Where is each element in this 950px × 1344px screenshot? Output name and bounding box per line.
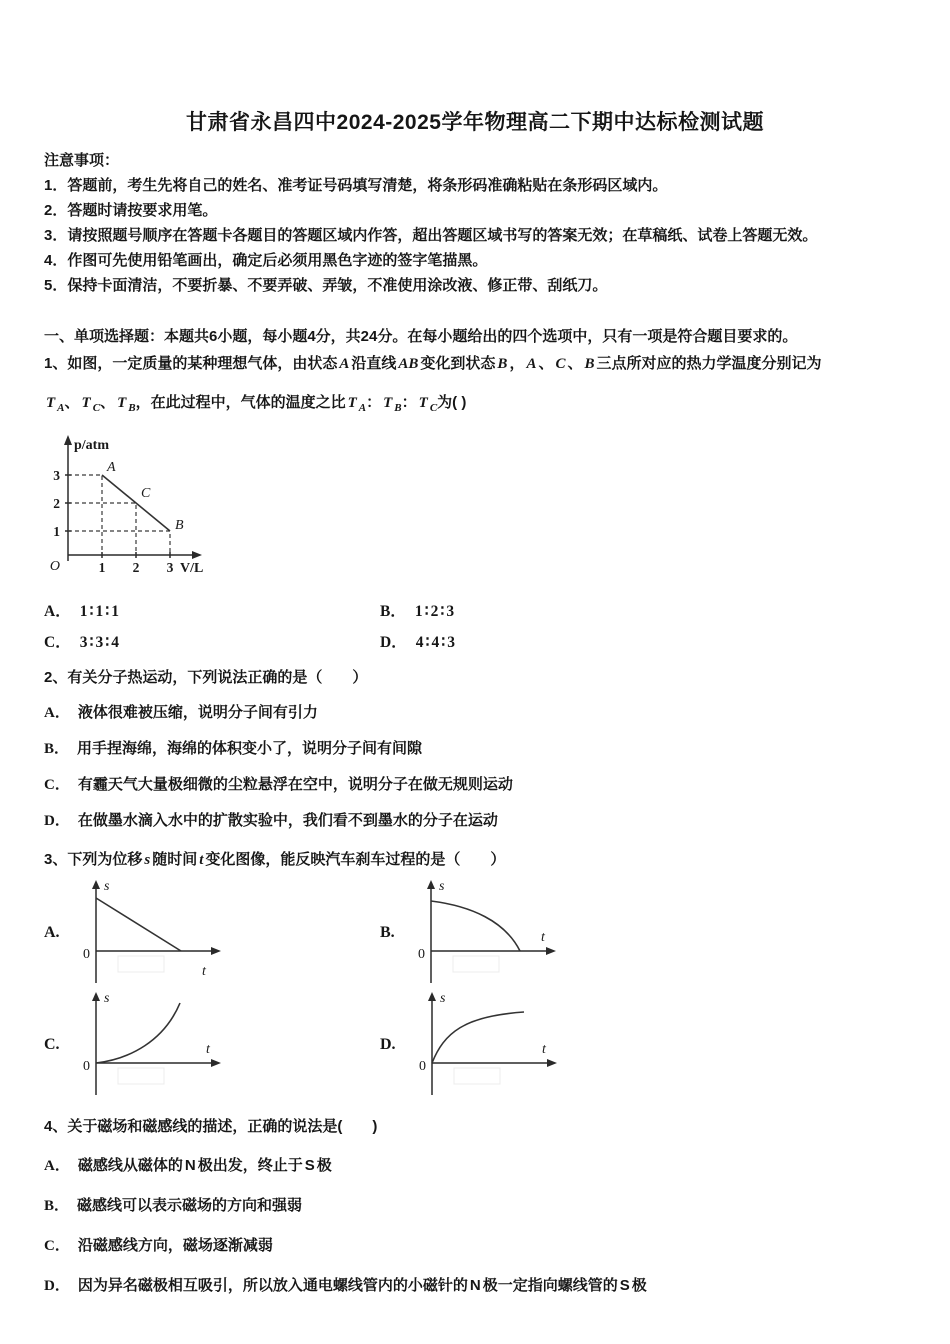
- notice-item-1: 1．答题前，考生先将自己的姓名、准考证号码填写清楚，将条形码准确粘贴在条形码区域内。: [44, 177, 668, 194]
- s-axis-label: s: [439, 991, 446, 1006]
- t-axis-label: t: [540, 930, 545, 945]
- v-tick-1: 1: [98, 560, 106, 575]
- watermark-box: [454, 1068, 500, 1084]
- p-tick-1: 1: [53, 524, 60, 539]
- q2-option-b: B． 用手捏海绵，海绵的体积变小了，说明分子间有间隙: [44, 740, 423, 757]
- st-curve-c: [96, 1003, 180, 1063]
- pv-diagram-svg: [30, 433, 220, 583]
- page-title: 甘肃省永昌四中2024-2025学年物理高二下期中达标检测试题: [186, 111, 764, 134]
- point-B-label: B: [175, 518, 184, 533]
- q4-option-d: D． 因为异名磁极相互吸引，所以放入通电螺线管内的小磁针的 N 极一定指向螺线管的 S 极: [44, 1277, 647, 1294]
- question-1-text-line1: 1、如图，一定质量的某种理想气体，由状态 A 沿直线 AB 变化到状态 B ， A 、 C 、 B 三点所对应的热力学温度分别记为: [44, 355, 822, 372]
- watermark-box: [118, 1068, 164, 1084]
- s-pole-label: S: [619, 1277, 630, 1294]
- st-graph-d: [380, 989, 906, 1101]
- st-graph-a-svg: [66, 877, 256, 989]
- st-graph-b-svg: [401, 877, 591, 989]
- q4-option-c: C． 沿磁感线方向，磁场逐渐减弱: [44, 1237, 273, 1254]
- notice-item-2: 2．答题时请按要求用笔。: [44, 202, 218, 219]
- n-pole-label: N: [469, 1277, 481, 1294]
- st-curve-b: [431, 901, 520, 951]
- s-pole-label: S: [304, 1157, 315, 1174]
- st-graph-d-svg: [402, 989, 592, 1101]
- question-4-text: 4、关于磁场和磁感线的描述，正确的说法是( ): [44, 1118, 378, 1135]
- s-axis-label: s: [103, 879, 110, 894]
- s-axis-label: s: [103, 991, 110, 1006]
- pv-diagram: [30, 433, 906, 583]
- st-graph-a: [44, 877, 380, 989]
- st-graph-b-label: B.: [380, 924, 395, 941]
- notice-heading: 注意事项：: [44, 152, 120, 169]
- q1-option-c: C． 3∶3∶4: [44, 634, 122, 651]
- st-graph-b: [380, 877, 906, 989]
- st-curve-a: [96, 898, 181, 951]
- q4-option-b: B． 磁感线可以表示磁场的方向和强弱: [44, 1197, 303, 1214]
- watermark-box: [118, 956, 164, 972]
- q4-option-a: A． 磁感线从磁体的 N 极出发，终止于 S 极: [44, 1157, 332, 1174]
- q2-option-a: A． 液体很难被压缩，说明分子间有引力: [44, 704, 318, 721]
- st-graph-c-label: C.: [44, 1036, 60, 1053]
- watermark-box: [453, 956, 499, 972]
- t-axis-label: t: [201, 964, 206, 979]
- section-1-heading: 一、单项选择题：本题共6小题，每小题4分，共24分。在每小题给出的四个选项中，只有一项是符合题目要求的。: [44, 328, 798, 345]
- notice-item-4: 4．作图可先使用铅笔画出，确定后必须用黑色字迹的签字笔描黑。: [44, 252, 488, 269]
- n-pole-label: N: [184, 1157, 196, 1174]
- y-axis-arrow-icon: [64, 435, 72, 445]
- st-graph-d-label: D.: [380, 1036, 396, 1053]
- st-graph-c: [44, 989, 380, 1101]
- origin-label: O: [49, 559, 60, 574]
- t-axis-label: t: [541, 1042, 546, 1057]
- q1-option-a: A． 1∶1∶1: [44, 603, 122, 620]
- point-C-label: C: [141, 486, 151, 501]
- point-A-label: A: [107, 460, 116, 475]
- question-3-text: 3、下列为位移 s 随时间 t 变化图像，能反映汽车刹车过程的是（ ）: [44, 851, 506, 868]
- notice-item-5: 5．保持卡面清洁，不要折暴、不要弄破、弄皱，不准使用涂改液、修正带、刮纸刀。: [44, 277, 608, 294]
- x-axis-arrow-icon: [192, 551, 202, 559]
- p-tick-2: 2: [53, 496, 60, 511]
- v-axis-label: V/L: [180, 561, 204, 576]
- v-tick-3: 3: [166, 560, 174, 575]
- notice-item-3: 3．请按照题号顺序在答题卡各题目的答题区域内作答，超出答题区域书写的答案无效；在草稿纸、试卷上答题无效。: [44, 227, 818, 244]
- s-axis-label: s: [438, 879, 445, 894]
- p-tick-3: 3: [53, 468, 60, 483]
- origin-zero-label: 0: [418, 1059, 426, 1074]
- t-axis-label: t: [205, 1042, 210, 1057]
- question-1-text-line2: T $_A$、 T $_C$、 T $_B$，在此过程中，气体的温度之比 T $_A$： T $_B$： T $_C$为( ): [46, 394, 467, 414]
- q1-option-d: D． 4∶4∶3: [380, 634, 458, 651]
- origin-zero-label: 0: [82, 1059, 90, 1074]
- q2-option-c: C． 有霾天气大量极细微的尘粒悬浮在空中，说明分子在做无规则运动: [44, 776, 513, 793]
- v-tick-2: 2: [132, 560, 140, 575]
- question-2-text: 2、有关分子热运动，下列说法正确的是（ ）: [44, 669, 368, 686]
- q1-option-b: B． 1∶2∶3: [380, 603, 457, 620]
- p-axis-label: p/atm: [74, 438, 110, 453]
- origin-zero-label: 0: [417, 947, 425, 962]
- q2-option-d: D． 在做墨水滴入水中的扩散实验中，我们看不到墨水的分子在运动: [44, 812, 498, 829]
- st-graph-a-label: A.: [44, 924, 60, 941]
- st-curve-d: [432, 1012, 524, 1063]
- st-graph-c-svg: [66, 989, 256, 1101]
- origin-zero-label: 0: [82, 947, 90, 962]
